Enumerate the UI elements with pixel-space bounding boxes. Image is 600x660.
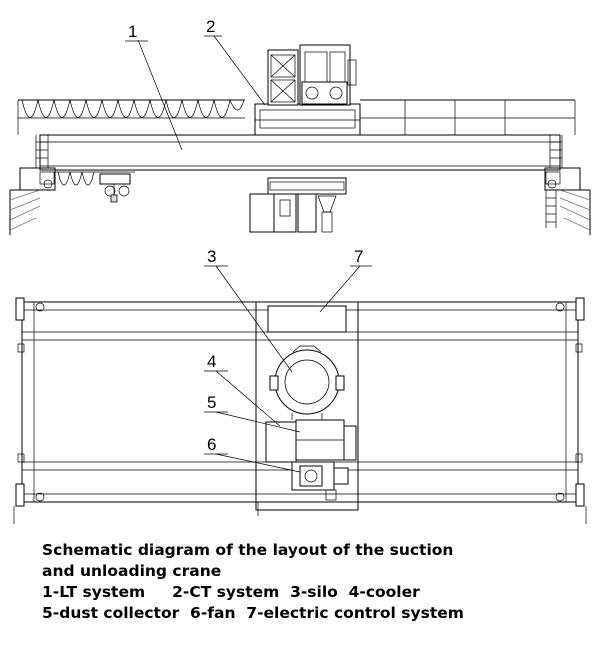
electric-control-system <box>268 306 346 332</box>
walkway-railing-left <box>18 100 245 135</box>
caption-legend-line-1: 1-LT system 2-CT system 3-silo 4-cooler <box>42 583 420 601</box>
caption-title-line-2: and unloading crane <box>42 562 222 580</box>
callout-5: 5 <box>207 393 217 412</box>
cooler <box>266 422 296 462</box>
main-girder <box>40 135 560 170</box>
walkway-railing-right <box>360 100 575 135</box>
callout-7: 7 <box>354 247 364 266</box>
plan-view <box>14 247 586 524</box>
figure-caption <box>42 540 592 624</box>
callout-6: 6 <box>207 435 217 454</box>
callout-3: 3 <box>207 247 217 266</box>
left-end-carriage <box>20 135 55 190</box>
callout-2: 2 <box>206 17 216 36</box>
left-wall-hatching <box>10 190 42 235</box>
caption-legend-line-2: 5-dust collector 6-fan 7-electric control system <box>42 604 464 622</box>
caption-title-line-1: Schematic diagram of the layout of the suction <box>42 541 454 559</box>
right-end-carriage <box>545 135 580 228</box>
dust-collector <box>296 420 356 460</box>
lower-equipment-front <box>250 178 346 232</box>
right-wall-hatching <box>558 190 590 235</box>
callout-7-leader <box>320 266 360 312</box>
trolley-ct-system <box>255 45 360 135</box>
callout-2-leader <box>214 36 265 105</box>
front-elevation-view <box>10 17 590 235</box>
electric-hoist <box>100 174 130 202</box>
callout-1-leader <box>138 40 182 150</box>
callout-1: 1 <box>128 22 138 41</box>
callout-4: 4 <box>207 352 217 371</box>
festoon-cable-loops <box>22 100 244 118</box>
